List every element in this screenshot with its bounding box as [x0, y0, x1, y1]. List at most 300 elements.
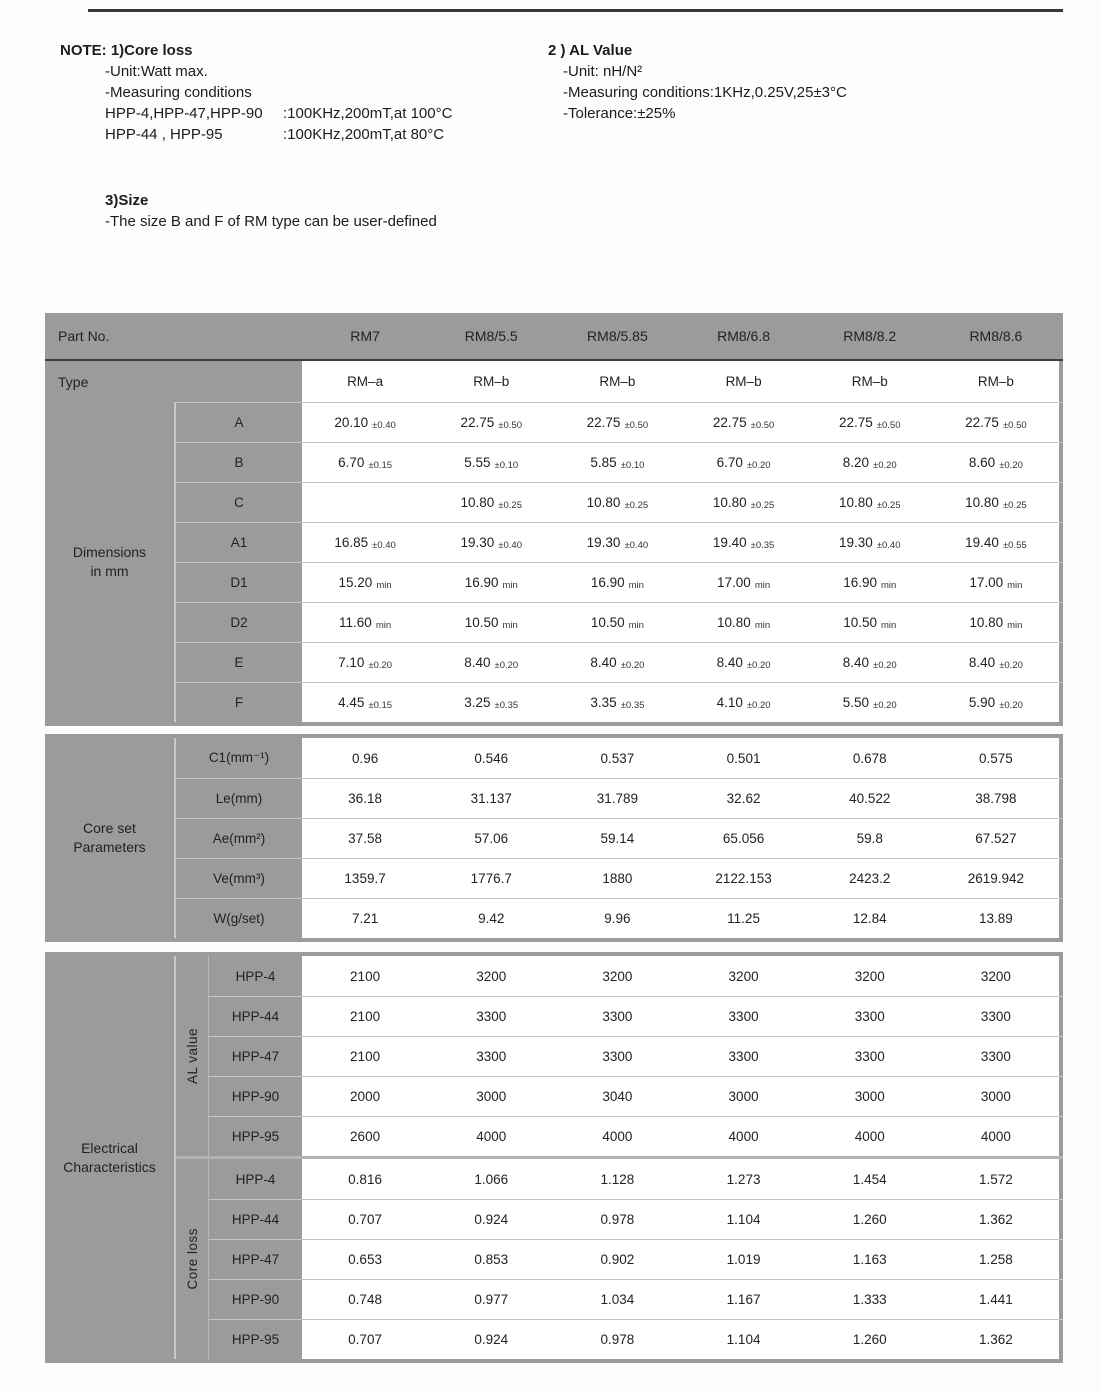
hpp-row-label: HPP-95: [231, 1332, 280, 1347]
dim-row: [176, 602, 1063, 642]
electrical-row-values: [302, 1320, 1059, 1359]
dim-value-cell: [680, 403, 806, 442]
hpp-row-label: HPP-47: [231, 1252, 280, 1267]
dim-value: 22.75: [586, 415, 621, 430]
electrical-value-cell: 1.441: [979, 1292, 1013, 1307]
tolerance-label: min: [502, 619, 518, 631]
core-set-value-cell: 36.18: [348, 791, 382, 806]
dim-value-cell: [933, 523, 1059, 562]
dim-value-cell: [807, 683, 933, 722]
dim-value-cell: [554, 563, 680, 602]
core-set-value-cell: 37.58: [348, 831, 382, 846]
dim-value: 20.10: [334, 415, 369, 430]
electrical-value-cell: 3300: [728, 1049, 759, 1064]
electrical-value-cell: 3300: [476, 1009, 507, 1024]
electrical-row: [209, 956, 1063, 996]
tolerance-label: ±0.40: [876, 539, 901, 551]
note-al-value: [548, 40, 847, 124]
type-cell: RM–b: [599, 374, 636, 389]
dim-value: 3.35: [590, 695, 617, 710]
electrical-value-cell: 1.362: [979, 1332, 1013, 1347]
note-condition-value: :100KHz,200mT,at 80°C: [283, 126, 445, 143]
dim-value: 10.80: [965, 495, 999, 510]
note-line: -Tolerance:±25%: [563, 105, 676, 122]
dim-value-cell: [428, 443, 554, 482]
tolerance-label: min: [628, 579, 644, 591]
tolerance-label: ±0.20: [746, 459, 771, 471]
tolerance-label: ±0.20: [746, 699, 771, 711]
tolerance-label: min: [376, 579, 392, 591]
tolerance-label: min: [502, 579, 518, 591]
core-set-value-cell: 38.798: [975, 791, 1017, 806]
dim-value-cell: [680, 603, 806, 642]
electrical-value-cell: 1.066: [474, 1171, 509, 1187]
category-line: Core set: [83, 820, 136, 836]
dim-value: 22.75: [965, 415, 999, 430]
dim-value: 22.75: [460, 415, 495, 430]
core-set-row-label: Ae(mm²): [212, 831, 266, 846]
dim-value-cell: [807, 563, 933, 602]
dim-value: 8.40: [590, 655, 617, 670]
electrical-row-values: [302, 1240, 1059, 1279]
dim-value-cell: [554, 683, 680, 722]
category-line: Parameters: [73, 839, 146, 855]
tolerance-label: ±0.55: [1002, 539, 1027, 551]
dim-value-cell: [933, 643, 1059, 682]
part-no-cell: RM7: [350, 328, 380, 344]
electrical-value-cell: 3000: [728, 1089, 759, 1104]
core-set-value-cell: 57.06: [474, 831, 509, 846]
dim-row-values: [302, 643, 1059, 682]
dim-value-cell: [933, 403, 1059, 442]
electrical-value-cell: 1.104: [726, 1212, 761, 1227]
core-set-value-cell: 2122.153: [715, 871, 772, 886]
dim-value: 4.45: [338, 695, 365, 710]
dim-row-label: A1: [230, 535, 248, 550]
dim-value: 19.30: [838, 535, 873, 550]
core-set-value-cell: 2619.942: [967, 871, 1025, 886]
note-size-title: 3)Size: [105, 192, 149, 209]
tolerance-label: min: [880, 619, 897, 631]
dim-value: 22.75: [838, 415, 873, 430]
dim-value-cell: [302, 643, 428, 682]
dim-value: 10.50: [590, 615, 625, 630]
part-no-cell: RM8/6.8: [717, 328, 771, 344]
tolerance-label: min: [754, 579, 771, 591]
dim-value: 4.10: [716, 695, 743, 710]
dim-value: 16.90: [590, 575, 625, 590]
tolerance-label: ±0.20: [999, 459, 1023, 471]
tolerance-label: min: [1007, 579, 1023, 591]
electrical-value-cell: 1.163: [852, 1252, 887, 1267]
electrical-value-cell: 1.362: [979, 1212, 1013, 1227]
dim-value-cell: [933, 603, 1059, 642]
electrical-row: [209, 1076, 1063, 1116]
dim-value-cell: [428, 523, 554, 562]
electrical-value-cell: 4000: [476, 1129, 507, 1144]
tolerance-label: ±0.15: [368, 459, 393, 471]
tolerance-label: ±0.20: [873, 699, 897, 711]
tolerance-label: ±0.50: [498, 419, 522, 431]
electrical-value-cell: 3300: [854, 1049, 885, 1064]
electrical-value-cell: 3000: [980, 1089, 1011, 1104]
core-set-value-cell: 1776.7: [470, 871, 512, 886]
dim-value: 11.60: [339, 615, 372, 630]
note-line: -Measuring conditions:1KHz,0.25V,25±3°C: [563, 84, 847, 101]
electrical-value-cell: 1.260: [852, 1332, 887, 1347]
dim-row-label: B: [234, 455, 244, 470]
dimensions-category-label: [45, 402, 176, 722]
electrical-row: [209, 996, 1063, 1036]
core-set-row-label: Le(mm): [215, 791, 263, 806]
dim-row-values: [302, 683, 1059, 722]
dim-value-cell: [428, 403, 554, 442]
hpp-row-label: HPP-44: [231, 1212, 280, 1227]
electrical-row: [209, 1199, 1063, 1239]
core-set-row-values: [302, 738, 1059, 778]
electrical-value-cell: 3300: [602, 1009, 633, 1024]
core-set-value-cell: 0.96: [351, 750, 379, 766]
tolerance-label: ±0.40: [624, 539, 649, 551]
tolerance-label: ±0.20: [620, 659, 645, 671]
core-set-value-cell: 59.14: [600, 831, 635, 846]
dim-row-label: A: [234, 415, 244, 430]
dim-value-cell: [554, 443, 680, 482]
note-condition-row: [105, 103, 452, 124]
core-set-row: [176, 818, 1063, 858]
core-set-value-cell: 0.678: [852, 750, 887, 766]
electrical-value-cell: 0.978: [600, 1332, 635, 1347]
dim-value: 8.40: [464, 655, 491, 670]
tolerance-label: ±0.20: [999, 659, 1023, 671]
electrical-value-cell: 1.034: [600, 1292, 635, 1307]
dim-value: 10.50: [843, 615, 877, 630]
electrical-value-cell: 3200: [854, 968, 885, 984]
dim-row: [176, 442, 1063, 482]
core-set-value-cell: 31.789: [596, 791, 639, 806]
dim-value: 3.25: [464, 695, 491, 710]
electrical-value-cell: 0.902: [600, 1252, 635, 1267]
dim-value: 19.40: [965, 535, 999, 550]
hpp-row-label: HPP-90: [231, 1089, 280, 1104]
dim-value-cell: [933, 483, 1059, 522]
note-condition-value: :100KHz,200mT,at 100°C: [283, 105, 453, 122]
tolerance-label: ±0.35: [620, 699, 645, 711]
dim-value: 5.90: [968, 695, 996, 710]
electrical-row-values: [302, 956, 1059, 996]
part-no-cell: RM8/5.85: [587, 328, 648, 344]
electrical-value-cell: 3300: [980, 1049, 1011, 1064]
core-set-value-cell: 32.62: [726, 791, 761, 806]
category-line: in mm: [90, 563, 129, 579]
electrical-row-values: [302, 1280, 1059, 1319]
group-vertical-label-text: Core loss: [184, 1228, 200, 1290]
dim-value-cell: [428, 643, 554, 682]
dim-row-label: E: [234, 655, 244, 670]
hpp-row-label: HPP-90: [231, 1292, 280, 1307]
electrical-value-cell: 2100: [350, 1009, 381, 1024]
core-set-value-cell: 31.137: [470, 791, 512, 806]
electrical-row: [209, 1279, 1063, 1319]
electrical-row-values: [302, 1117, 1059, 1156]
dim-value: 10.80: [969, 615, 1004, 630]
dim-value: 8.40: [968, 655, 996, 670]
electrical-value-cell: 1.273: [726, 1171, 761, 1187]
electrical-value-cell: 0.924: [474, 1212, 509, 1227]
hpp-row-label: HPP-4: [235, 1171, 276, 1187]
core-set-row-values: [302, 819, 1059, 858]
dim-value: 5.50: [842, 695, 870, 710]
electrical-value-cell: 1.167: [726, 1292, 761, 1307]
dim-row-values: [302, 483, 1059, 522]
electrical-value-cell: 3300: [854, 1009, 885, 1024]
electrical-value-cell: 3300: [728, 1009, 759, 1024]
core-set-value-cell: 1880: [602, 871, 633, 886]
dimensions-section: [45, 313, 1063, 726]
electrical-value-cell: 3200: [728, 968, 759, 984]
dim-row-values: [302, 603, 1059, 642]
group-rows: [209, 1159, 1063, 1359]
note-line: -The size B and F of RM type can be user-defined: [105, 213, 437, 230]
electrical-value-cell: 1.333: [852, 1292, 887, 1307]
dim-value-cell: [807, 443, 933, 482]
dim-row-values: [302, 403, 1059, 442]
tolerance-label: ±0.50: [1002, 419, 1027, 431]
dim-value-cell: [680, 643, 806, 682]
part-no-cell: RM8/8.6: [969, 328, 1023, 344]
dim-value-cell: [680, 523, 806, 562]
electrical-value-cell: 1.572: [979, 1171, 1013, 1187]
electrical-value-cell: 4000: [980, 1129, 1011, 1144]
tolerance-label: ±0.20: [746, 659, 771, 671]
note-core-loss: [60, 40, 452, 145]
electrical-row-values: [302, 1077, 1059, 1116]
dim-value: 15.20: [338, 575, 373, 590]
dim-value-cell: [933, 443, 1059, 482]
dim-value-cell: [554, 603, 680, 642]
note-condition-key: HPP-44 , HPP-95: [105, 126, 223, 143]
tolerance-label: ±0.25: [498, 499, 522, 511]
core-set-row: [176, 778, 1063, 818]
electrical-row-values: [302, 997, 1059, 1036]
note-size: [105, 190, 437, 232]
core-set-value-cell: 0.537: [600, 750, 635, 766]
electrical-value-cell: 1.019: [726, 1252, 761, 1267]
tolerance-label: ±0.50: [750, 419, 775, 431]
dim-value-cell: [554, 403, 680, 442]
part-no-cell: RM8/5.5: [464, 328, 518, 344]
tolerance-label: ±0.20: [873, 459, 897, 471]
note-core-loss-title: NOTE: 1)Core loss: [60, 42, 193, 59]
electrical-row-values: [302, 1200, 1059, 1239]
electrical-value-cell: 4000: [602, 1129, 633, 1144]
tolerance-label: ±0.50: [624, 419, 649, 431]
tolerance-label: ±0.40: [372, 419, 396, 431]
group-vertical-label: [176, 1159, 209, 1359]
note-line: -Unit:Watt max.: [105, 63, 208, 80]
dim-value: 17.00: [717, 575, 751, 590]
dim-value-cell: [807, 603, 933, 642]
electrical-value-cell: 2100: [350, 968, 381, 984]
dim-value: 6.70: [716, 455, 743, 470]
tolerance-label: ±0.40: [498, 539, 522, 551]
core-set-value-cell: 65.056: [722, 831, 765, 846]
dim-value: 10.80: [838, 495, 873, 510]
type-cell: RM–a: [347, 374, 384, 389]
electrical-value-cell: 0.707: [348, 1332, 382, 1347]
dim-value-cell: [302, 603, 428, 642]
part-no-label: Part No.: [58, 328, 110, 344]
electrical-value-cell: 3300: [980, 1009, 1011, 1024]
dim-value-cell: [680, 563, 806, 602]
core-set-row-label: C1(mm⁻¹): [208, 750, 270, 765]
note-condition-row: [105, 124, 452, 145]
dim-value-cell: [680, 443, 806, 482]
electrical-value-cell: 3300: [602, 1049, 633, 1064]
dim-value: 10.80: [717, 615, 751, 630]
dim-row: [176, 402, 1063, 442]
core-set-row-values: [302, 899, 1059, 938]
dim-value: 10.80: [712, 495, 747, 510]
core-set-value-cell: 59.8: [856, 831, 883, 846]
electrical-row: [209, 1116, 1063, 1156]
electrical-value-cell: 0.748: [348, 1292, 382, 1307]
electrical-value-cell: 3000: [476, 1089, 507, 1104]
dim-value-cell: [807, 523, 933, 562]
dim-row: [176, 482, 1063, 522]
core-set-row-label: W(g/set): [213, 911, 265, 926]
electrical-value-cell: 1.260: [852, 1212, 887, 1227]
electrical-value-cell: 4000: [728, 1129, 759, 1144]
electrical-value-cell: 0.816: [348, 1171, 382, 1187]
dim-value: 8.40: [716, 655, 743, 670]
dim-value-cell: [933, 563, 1059, 602]
core-set-value-cell: 7.21: [351, 911, 379, 926]
dim-value: 10.80: [586, 495, 621, 510]
dim-value-cell: [428, 483, 554, 522]
tolerance-label: ±0.10: [494, 459, 519, 471]
electrical-value-cell: 2100: [350, 1049, 381, 1064]
core-set-row-values: [302, 859, 1059, 898]
hpp-row-label: HPP-95: [231, 1129, 280, 1144]
dim-value: 7.10: [338, 655, 365, 670]
tolerance-label: ±0.35: [750, 539, 775, 551]
electrical-row-values: [302, 1159, 1059, 1199]
dim-value-cell: [428, 563, 554, 602]
type-label: Type: [58, 373, 89, 390]
dim-value: 10.50: [464, 615, 499, 630]
core-set-value-cell: 12.84: [852, 911, 887, 926]
core-set-value-cell: 0.501: [726, 750, 761, 766]
type-cell: RM–b: [473, 374, 510, 389]
electrical-value-cell: 3200: [602, 968, 633, 984]
dim-row-values: [302, 443, 1059, 482]
electrical-value-cell: 3000: [854, 1089, 885, 1104]
electrical-value-cell: 1.104: [726, 1332, 761, 1347]
electrical-value-cell: 1.258: [979, 1252, 1013, 1267]
dim-value: 6.70: [338, 455, 365, 470]
tolerance-label: ±0.25: [1002, 499, 1027, 511]
dim-value-cell: [680, 683, 806, 722]
tolerance-label: min: [754, 619, 771, 631]
electrical-row: [209, 1319, 1063, 1359]
electrical-row: [209, 1036, 1063, 1076]
electrical-value-cell: 0.978: [600, 1212, 635, 1227]
dim-value: 17.00: [969, 575, 1004, 590]
type-cell: RM–b: [851, 374, 888, 389]
type-cell: RM–b: [725, 374, 762, 389]
electrical-value-cell: 0.924: [474, 1332, 509, 1347]
dim-value: 8.40: [842, 655, 870, 670]
dim-value-cell: [302, 563, 428, 602]
core-set-row-values: [302, 779, 1059, 818]
tolerance-label: ±0.35: [494, 699, 519, 711]
tolerance-label: ±0.20: [494, 659, 519, 671]
tolerance-label: min: [880, 579, 897, 591]
note-condition-key: HPP-4,HPP-47,HPP-90: [105, 105, 263, 122]
core-set-value-cell: 9.96: [604, 911, 631, 926]
electrical-category-label: [45, 956, 176, 1359]
dim-value-cell: [933, 683, 1059, 722]
dim-value: 8.60: [968, 455, 996, 470]
tolerance-label: min: [1007, 619, 1023, 631]
core-set-value-cell: 0.546: [474, 750, 509, 766]
tolerance-label: min: [628, 619, 644, 631]
electrical-value-cell: 2000: [350, 1089, 381, 1104]
note-line: -Unit: nH/N²: [563, 63, 643, 80]
part-no-cell: RM8/8.2: [843, 328, 897, 344]
core-set-row: [176, 898, 1063, 938]
electrical-section: [45, 952, 1063, 1363]
dim-row: [176, 642, 1063, 682]
electrical-value-cell: 3300: [476, 1049, 507, 1064]
dim-value-cell: [554, 643, 680, 682]
electrical-value-cell: 4000: [854, 1129, 885, 1144]
dim-value-cell: [428, 683, 554, 722]
dim-row-label: D2: [230, 615, 248, 630]
core-set-category-label: [45, 738, 176, 938]
dim-value: 16.90: [843, 575, 877, 590]
type-row: [45, 361, 1063, 402]
dim-value-cell: [302, 523, 428, 562]
electrical-value-cell: 2600: [350, 1129, 381, 1144]
dim-value: 16.85: [334, 535, 369, 550]
electrical-value-cell: 1.128: [600, 1171, 635, 1187]
core-set-value-cell: 9.42: [478, 911, 505, 926]
dim-row-values: [302, 523, 1059, 562]
al-value-group: [176, 956, 1063, 1156]
tolerance-label: ±0.25: [876, 499, 901, 511]
dim-value-cell: [302, 483, 428, 522]
hpp-row-label: HPP-44: [231, 1009, 280, 1024]
dim-row-label: D1: [230, 575, 248, 590]
category-line: Characteristics: [63, 1158, 156, 1175]
tolerance-label: ±0.20: [368, 659, 393, 671]
dim-value-cell: [680, 483, 806, 522]
top-rule: [88, 9, 1063, 12]
core-set-value-cell: 11.25: [727, 911, 760, 926]
dim-row: [176, 522, 1063, 562]
tolerance-label: ±0.25: [624, 499, 649, 511]
electrical-value-cell: 1.454: [852, 1171, 887, 1187]
dim-value-cell: [807, 483, 933, 522]
note-al-value-title: 2 ) AL Value: [548, 42, 633, 59]
core-set-value-cell: 67.527: [975, 831, 1017, 846]
dim-value-cell: [302, 443, 428, 482]
tolerance-label: ±0.25: [750, 499, 775, 511]
electrical-value-cell: 0.977: [474, 1292, 509, 1307]
dim-value: 16.90: [464, 575, 499, 590]
